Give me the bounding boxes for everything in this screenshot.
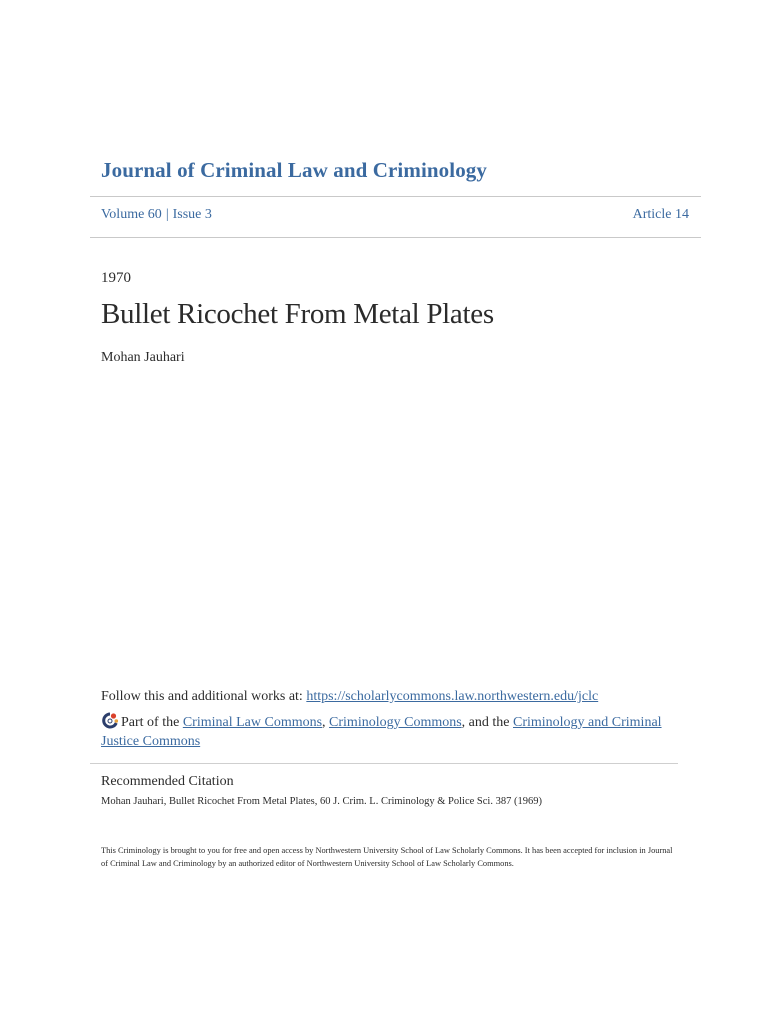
divider-top — [90, 196, 701, 197]
repository-link[interactable]: https://scholarlycommons.law.northwestern.edu/jclc — [306, 689, 599, 704]
citation-text: Mohan Jauhari, Bullet Ricochet From Metal Plates, 60 J. Crim. L. Criminology & Police Sci. 387 (1969) — [101, 796, 542, 807]
part-of-sep-1: , — [322, 715, 330, 730]
publication-year: 1970 — [101, 270, 131, 286]
commons-network-icon — [101, 712, 119, 729]
criminology-commons-link[interactable]: Criminology Commons — [329, 715, 462, 730]
follow-line — [101, 689, 701, 705]
access-notice: This Criminology is brought to you for free and open access by Northwestern University School of Law Scholarly Commons. It has been accepted for inclusion in Journal of Criminal Law and Criminology by an authorized editor of Northwestern University School of Law Scholarly Commons. — [101, 846, 673, 868]
part-of-sep-2: , and the — [461, 715, 513, 730]
part-of-prefix: Part of the — [121, 715, 183, 730]
divider-citation — [90, 763, 678, 764]
follow-label: Follow this and additional works at: — [101, 689, 307, 704]
criminal-law-commons-link[interactable]: Criminal Law Commons — [182, 715, 323, 730]
volume-issue-line — [101, 207, 212, 223]
volume-link[interactable]: Volume 60 — [101, 207, 162, 222]
journal-title[interactable]: Journal of Criminal Law and Criminology — [101, 158, 488, 182]
volume-issue-separator: | — [165, 207, 169, 222]
author-name: Mohan Jauhari — [101, 350, 185, 365]
citation-heading: Recommended Citation — [101, 774, 234, 789]
part-of-line — [101, 712, 681, 751]
divider-mid — [90, 237, 701, 238]
issue-link[interactable]: Issue 3 — [172, 207, 212, 222]
article-number-link[interactable]: Article 14 — [632, 207, 689, 222]
criminology-criminal-justice-commons-link[interactable]: Criminology and Criminal Justice Commons — [101, 715, 662, 749]
article-title: Bullet Ricochet From Metal Plates — [101, 298, 494, 330]
